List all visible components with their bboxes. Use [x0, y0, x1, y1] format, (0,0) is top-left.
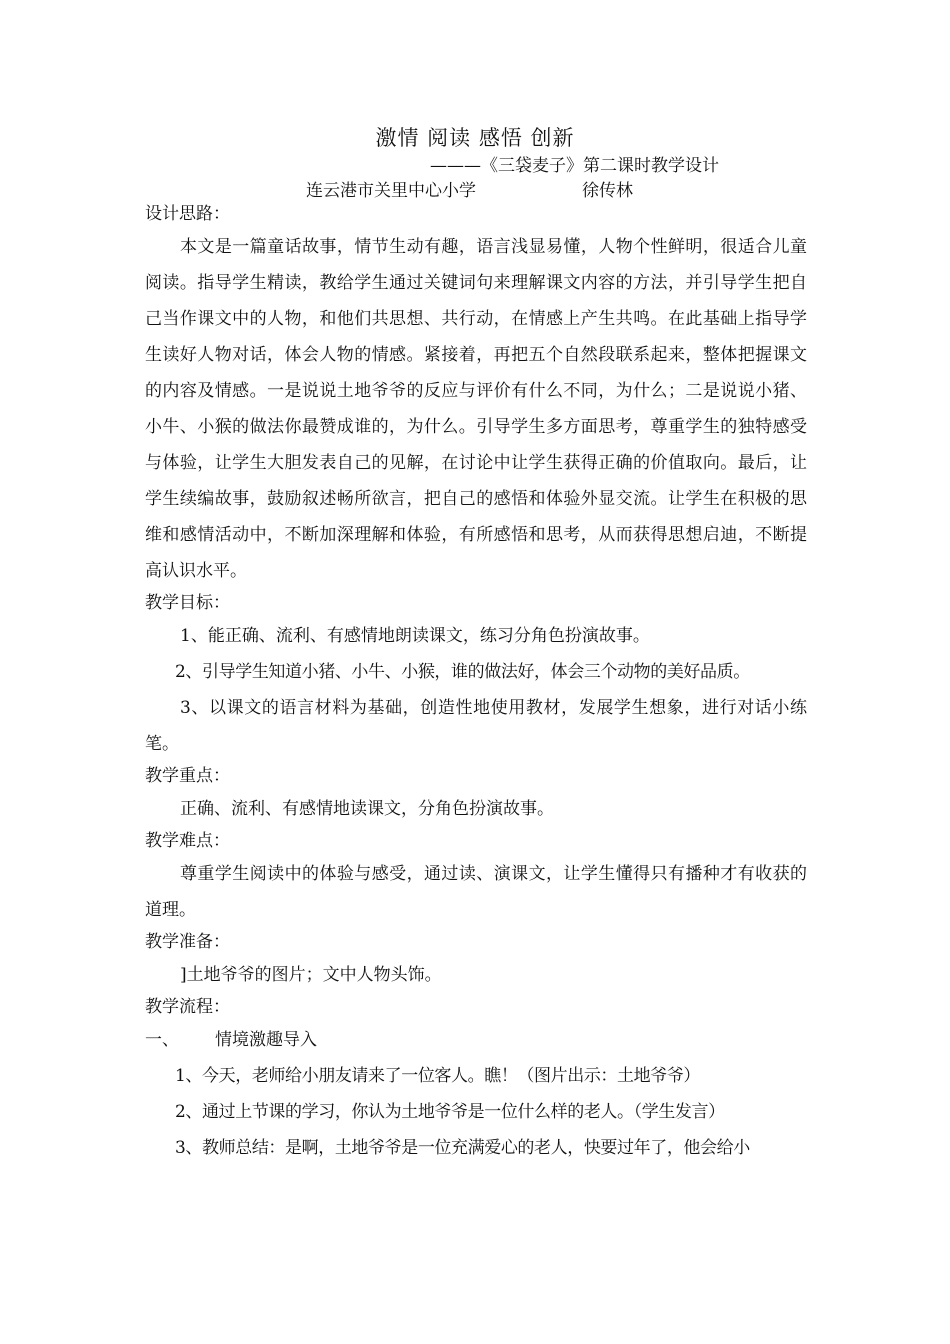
key-points-text: 正确、流利、有感情地读课文，分角色扮演故事。 [180, 799, 554, 819]
difficulties-text: 尊重学生阅读中的体验与感受，通过读、演课文，让学生懂得只有播种才有收获的道理。 [145, 864, 807, 920]
preparation-text: ]土地爷爷的图片；文中人物头饰。 [180, 965, 442, 985]
step-number: 一、 [145, 1030, 179, 1050]
author-line [306, 176, 633, 201]
design-idea-paragraph: 本文是一篇童话故事，情节生动有趣，语言浅显易懂，人物个性鲜明，很适合儿童阅读。指导学生精读，教给学生通过关键词句来理解课文内容的方法，并引导学生把自己当作课文中的人物，和他们共思想、共行动，在情感上产生共鸣。在此基础上指导学生读好人物对话，体会人物的情感。紧接着，再把五个自然段联系起来，整体把握课文的内容及情感。一是说说土地爷爷的反应与评价有什么不同，为什么；二是说说小猪、小牛、小猴的做法你最赞成谁的，为什么。引导学生多方面思考，尊重学生的独特感受与体验，让学生大胆发表自己的见解，在讨论中让学生获得正确的价值取向。最后，让学生续编故事，鼓励叙述畅所欲言，把自己的感悟和体验外显交流。让学生在积极的思维和感情活动中，不断加深理解和体验，有所感悟和思考，从而获得思想启迪，不断提高认识水平。 [145, 237, 807, 581]
goal-item: 2、引导学生知道小猪、小牛、小猴，谁的做法好，体会三个动物的美好品质。 [175, 662, 750, 682]
goal-item: 1、能正确、流利、有感情地朗读课文，练习分角色扮演故事。 [180, 626, 650, 646]
document-subtitle: ———《三袋麦子》第二课时教学设计 [430, 156, 719, 176]
goal-item: 3、以课文的语言材料为基础，创造性地使用教材，发展学生想象，进行对话小练笔。 [145, 698, 807, 754]
preparation-heading: 教学准备： [145, 932, 230, 952]
step-title: 情境激趣导入 [215, 1030, 317, 1050]
step-item: 3、教师总结：是啊，土地爷爷是一位充满爱心的老人，快要过年了，他会给小 [175, 1138, 750, 1158]
step-item: 2、通过上节课的学习，你认为土地爷爷是一位什么样的老人。（学生发言） [175, 1102, 725, 1122]
process-heading: 教学流程： [145, 997, 230, 1017]
goals-heading: 教学目标： [145, 593, 230, 613]
design-idea-heading: 设计思路： [145, 204, 230, 224]
document-body [145, 200, 807, 1166]
difficulties-heading: 教学难点： [145, 831, 230, 851]
school-name: 连云港市关里中心小学 [306, 181, 476, 201]
document-title: 激情 阅读 感悟 创新 [375, 126, 575, 150]
step-item: 1、今天，老师给小朋友请来了一位客人。瞧！（图片出示：土地爷爷） [175, 1066, 701, 1086]
author-name: 徐传林 [582, 181, 633, 201]
step-one-heading [145, 1022, 807, 1058]
key-points-heading: 教学重点： [145, 766, 230, 786]
